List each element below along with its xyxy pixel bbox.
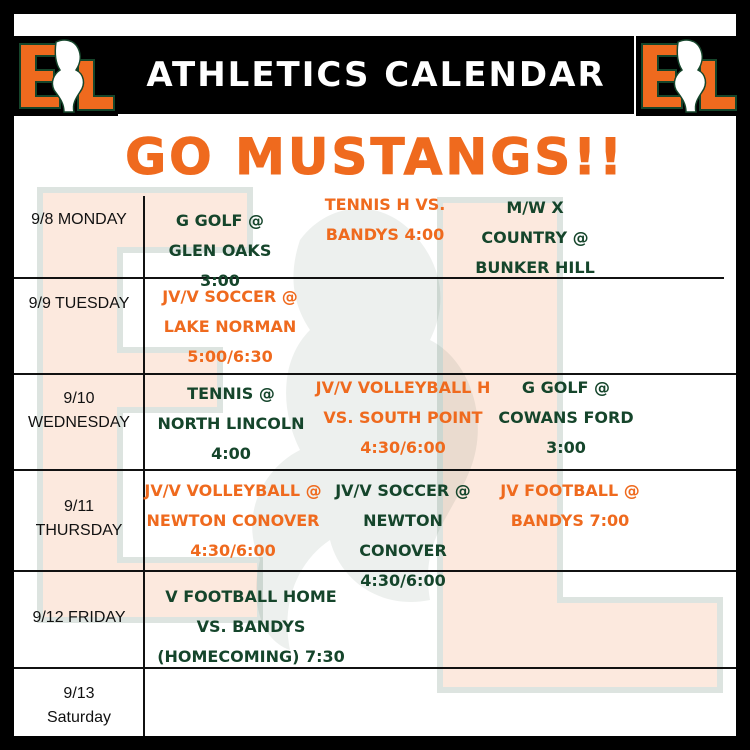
event-cross-country-bunker-hill: M/W X COUNTRY @ BUNKER HILL bbox=[475, 198, 595, 277]
event-volleyball-newton-conover: JV/V VOLLEYBALL @ NEWTON CONOVER 4:30/6:00 bbox=[144, 481, 322, 560]
event-soccer-lake-norman: JV/V SOCCER @ LAKE NORMAN 5:00/6:30 bbox=[162, 287, 298, 366]
day-label-monday: 9/8 MONDAY bbox=[31, 211, 127, 228]
row-divider bbox=[14, 469, 736, 471]
day-label-friday: 9/12 FRIDAY bbox=[32, 609, 126, 626]
page-title: ATHLETICS CALENDAR bbox=[146, 55, 606, 95]
event-soccer-newton-conover: JV/V SOCCER @ NEWTON CONOVER 4:30/6:00 bbox=[335, 481, 471, 590]
event-jv-football-bandys: JV FOOTBALL @ BANDYS 7:00 bbox=[500, 481, 640, 530]
day-label-wednesday: 9/10 WEDNESDAY bbox=[28, 390, 130, 431]
school-logo-left bbox=[14, 36, 118, 116]
row-divider bbox=[14, 667, 736, 669]
event-tennis-north-lincoln: TENNIS @ NORTH LINCOLN 4:00 bbox=[157, 384, 305, 463]
day-label-saturday: 9/13 Saturday bbox=[46, 685, 112, 726]
school-logo-right bbox=[636, 36, 740, 116]
day-label-thursday: 9/11 THURSDAY bbox=[35, 498, 123, 539]
event-golf-cowans-ford: G GOLF @ COWANS FORD 3:00 bbox=[498, 378, 634, 457]
event-v-football-homecoming: V FOOTBALL HOME VS. BANDYS (HOMECOMING) 7:30 bbox=[157, 587, 345, 666]
event-tennis-bandys: TENNIS H VS. BANDYS 4:00 bbox=[324, 195, 446, 244]
event-volleyball-south-point: JV/V VOLLEYBALL H VS. SOUTH POINT 4:30/6:00 bbox=[315, 378, 491, 457]
day-label-tuesday: 9/9 TUESDAY bbox=[28, 295, 130, 312]
row-divider bbox=[14, 277, 724, 279]
event-golf-glen-oaks: G GOLF @ GLEN OAKS 3:00 bbox=[168, 211, 272, 290]
slogan: GO MUSTANGS!! bbox=[125, 128, 625, 186]
title-banner bbox=[118, 36, 634, 114]
mustang-logo-icon bbox=[14, 36, 118, 116]
mustang-logo-icon bbox=[636, 36, 740, 116]
